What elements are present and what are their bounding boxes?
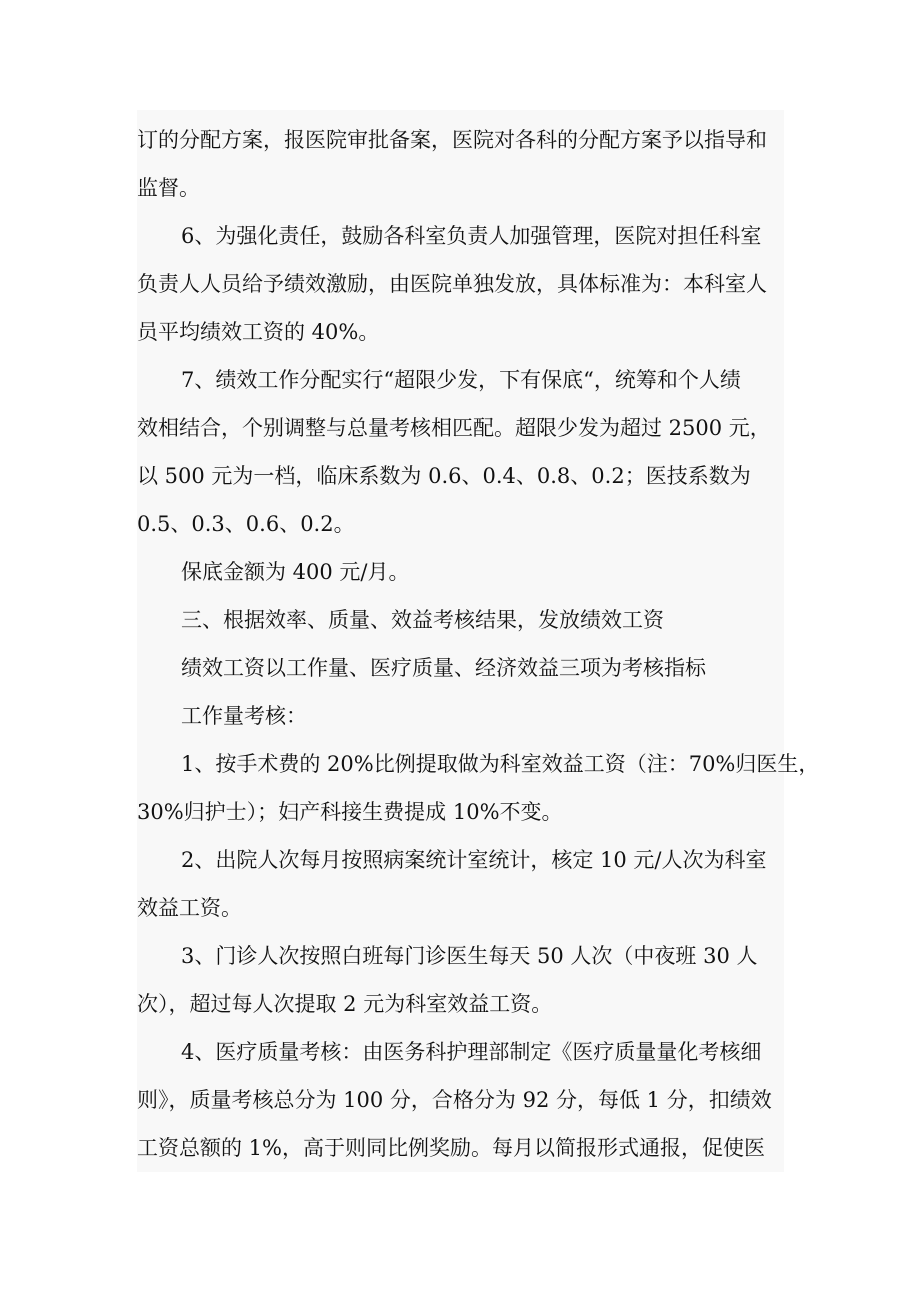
- text-line: 工资总额的 1%，高于则同比例奖励。每月以简报形式通报，促使医: [137, 1136, 765, 1160]
- text-line: 7、绩效工作分配实行“超限少发，下有保底“，统筹和个人绩: [181, 368, 741, 392]
- text-line: 0.5、0.3、0.6、0.2。: [137, 512, 355, 536]
- text-line: 员平均绩效工资的 40%。: [137, 320, 380, 344]
- subsection-heading: 工作量考核：: [181, 704, 307, 728]
- text-line: 以 500 元为一档，临床系数为 0.6、0.4、0.8、0.2；医技系数为: [137, 464, 751, 488]
- text-line: 2、出院人次每月按照病案统计室统计，核定 10 元/人次为科室: [181, 848, 767, 872]
- text-line: 保底金额为 400 元/月。: [181, 560, 410, 584]
- text-line: 6、为强化责任，鼓励各科室负责人加强管理，医院对担任科室: [181, 224, 762, 248]
- document-body: [137, 110, 820, 1172]
- text-line: 效益工资。: [137, 896, 242, 920]
- text-line: 4、医疗质量考核：由医务科护理部制定《医疗质量量化考核细: [181, 1040, 762, 1064]
- text-line: 30%归护士）；妇产科接生费提成 10%不变。: [137, 800, 563, 824]
- text-line: 订的分配方案，报医院审批备案，医院对各科的分配方案予以指导和: [137, 128, 767, 152]
- text-line: 3、门诊人次按照白班每门诊医生每天 50 人次（中夜班 30 人: [181, 944, 758, 968]
- text-line: 监督。: [137, 176, 200, 200]
- text-line: 负责人人员给予绩效激励，由医院单独发放，具体标准为：本科室人: [137, 272, 767, 296]
- section-heading: 三、根据效率、质量、效益考核结果，发放绩效工资: [181, 608, 664, 632]
- text-line: 效相结合，个别调整与总量考核相匹配。超限少发为超过 2500 元，: [137, 416, 771, 440]
- text-line: 绩效工资以工作量、医疗质量、经济效益三项为考核指标: [181, 656, 706, 680]
- text-line: 1、按手术费的 20%比例提取做为科室效益工资（注：70%归医生，: [181, 752, 820, 776]
- text-line: 则》，质量考核总分为 100 分，合格分为 92 分，每低 1 分，扣绩效: [137, 1088, 772, 1112]
- text-line: 次），超过每人次提取 2 元为科室效益工资。: [137, 992, 553, 1016]
